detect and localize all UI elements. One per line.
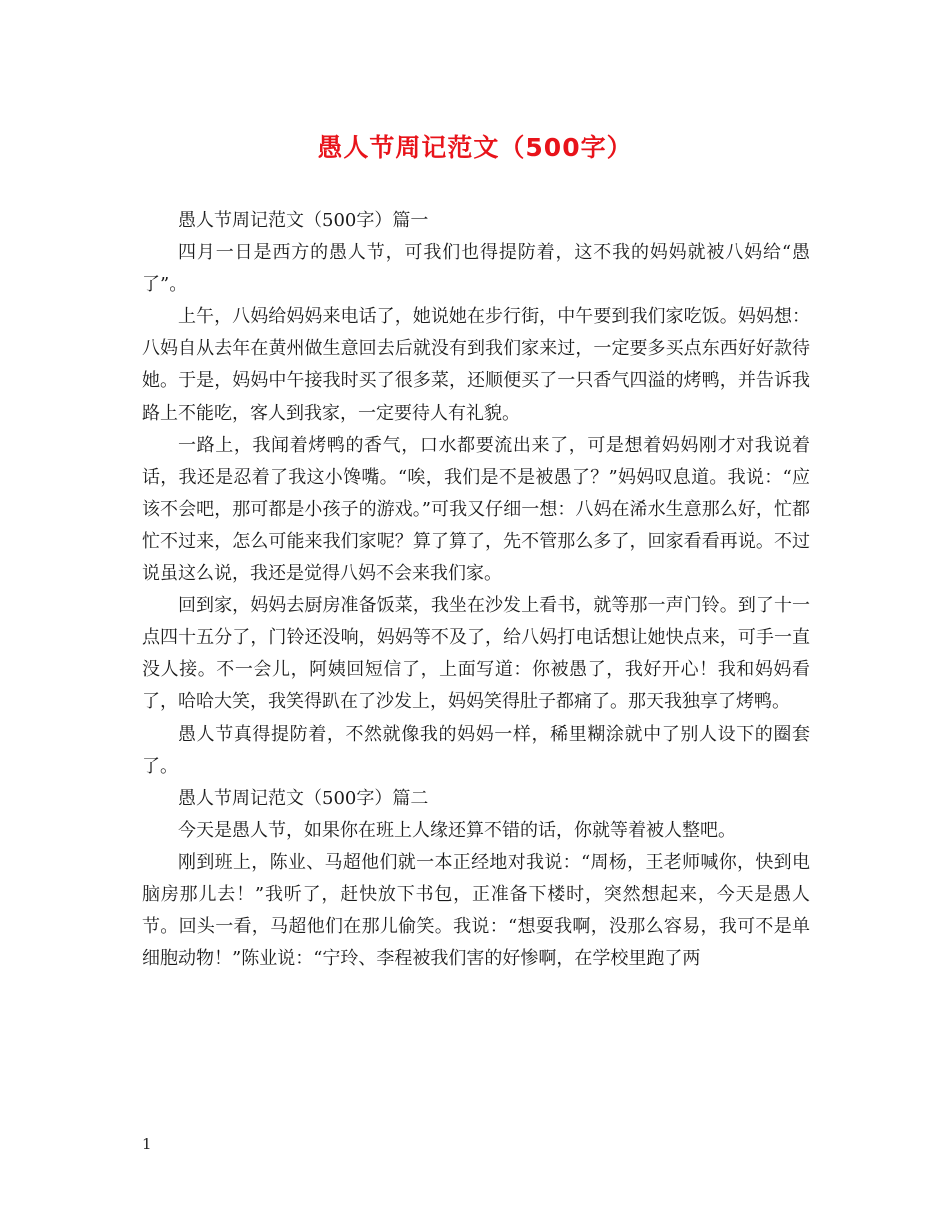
page-number: 1 xyxy=(142,1135,152,1153)
paragraph: 一路上，我闻着烤鸭的香气，口水都要流出来了，可是想着妈妈刚才对我说着话，我还是忍着了我这小馋嘴。“唉，我们是不是被愚了？”妈妈叹息道。我说：“应该不会吧，那可都是小孩子的游戏。”可我又仔细一想：八妈在浠水生意那么好，忙都忙不过来，怎么可能来我们家呢？算了算了，先不管那么多了，回家看看再说。不过说虽这么说，我还是觉得八妈不会来我们家。 xyxy=(142,434,810,585)
paragraph: 愚人节真得提防着，不然就像我的妈妈一样，稀里糊涂就中了别人设下的圈套了。 xyxy=(142,723,810,777)
paragraph: 回到家，妈妈去厨房准备饭菜，我坐在沙发上看书，就等那一声门铃。到了十一点四十五分了，门铃还没响，妈妈等不及了，给八妈打电话想让她快点来，可手一直没人接。不一会儿，阿姨回短信了，上面写道：你被愚了，我好开心！我和妈妈看了，哈哈大笑，我笑得趴在了沙发上，妈妈笑得肚子都痛了。那天我独享了烤鸭。 xyxy=(142,595,810,713)
paragraph-heading-2: 愚人节周记范文（500字）篇二 xyxy=(178,787,429,809)
document-title: 愚人节周记范文（500字） xyxy=(317,133,633,162)
paragraph: 刚到班上，陈业、马超他们就一本正经地对我说：“周杨，王老师喊你，快到电脑房那儿去！”我听了，赶快放下书包，正准备下楼时，突然想起来，今天是愚人节。回头一看，马超他们在那儿偷笑。我说：“想耍我啊，没那么容易，我可不是单细胞动物！”陈业说：“宁玲、李程被我们害的好惨啊，在学校里跑了两 xyxy=(142,851,810,970)
paragraph: 四月一日是西方的愚人节，可我们也得提防着，这不我的妈妈就被八妈给“愚了”。 xyxy=(142,242,810,296)
paragraph-heading-1: 愚人节周记范文（500字）篇一 xyxy=(178,210,429,231)
document-body xyxy=(142,205,810,975)
paragraph: 今天是愚人节，如果你在班上人缘还算不错的话，你就等着被人整吧。 xyxy=(178,819,736,841)
paragraph: 上午，八妈给妈妈来电话了，她说她在步行街，中午要到我们家吃饭。妈妈想：八妈自从去年在黄州做生意回去后就没有到我们家来过，一定要多买点东西好好款待她。于是，妈妈中午接我时买了很多菜，还顺便买了一只香气四溢的烤鸭，并告诉我路上不能吃，客人到我家，一定要待人有礼貌。 xyxy=(142,306,810,424)
